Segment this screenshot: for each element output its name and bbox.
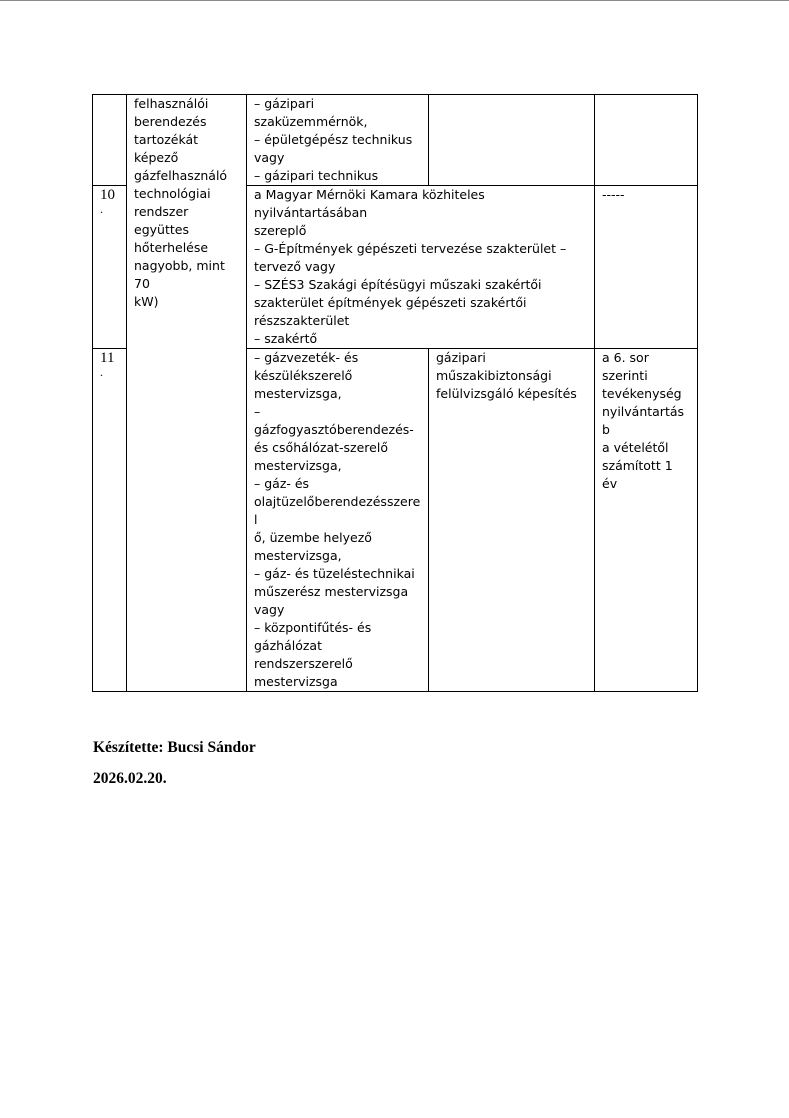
- requirements-table: [92, 94, 698, 692]
- qualification-cell: a Magyar Mérnöki Kamara közhiteles nyilvántartásában szereplő – G-Építmények gépészeti tervezése szakterület – tervező vagy – SZÉS3 Szakági építésügyi műszaki szakértői szakterület építmények gépészeti szakértői részszakterület – szakértő: [247, 186, 595, 349]
- condition-cell: a 6. sor szerinti tevékenység nyilvántartásb a vételétől számított 1 év: [595, 349, 698, 692]
- extra-qualification-cell: gázipari műszakibiztonsági felülvizsgáló képesítés: [429, 349, 595, 692]
- qualification-cell: – gázvezeték- és készülékszerelő mestervizsga, – gázfogyasztóberendezés- és csőhálózat-szerelő mestervizsga, – gáz- és olajtüzelőberendezésszerel ő, üzembe helyező mestervizsga, – gáz- és tüzeléstechnikai műszerész mestervizsga vagy – központifűtés- és gázhálózat rendszerszerelő mestervizsga: [247, 349, 429, 692]
- row-number-cell: 11 .: [93, 349, 127, 692]
- extra-qualification-cell: [429, 95, 595, 186]
- description-cell: felhasználói berendezés tartozékát képező gázfelhasználó technológiai rendszer együttes hőterhelése nagyobb, mint 70 kW): [127, 95, 247, 692]
- row-number-cell: [93, 95, 127, 186]
- row-number-cell: 10 .: [93, 186, 127, 349]
- condition-cell: -----: [595, 186, 698, 349]
- qualification-cell: – gázipari szaküzemmérnök, – épületgépész technikus vagy – gázipari technikus: [247, 95, 429, 186]
- table-row: [93, 95, 698, 186]
- author-line: Készítette: Bucsi Sándor: [93, 739, 256, 756]
- page-top-border: [0, 0, 789, 1]
- condition-cell: [595, 95, 698, 186]
- date-line: 2026.02.20.: [93, 770, 167, 787]
